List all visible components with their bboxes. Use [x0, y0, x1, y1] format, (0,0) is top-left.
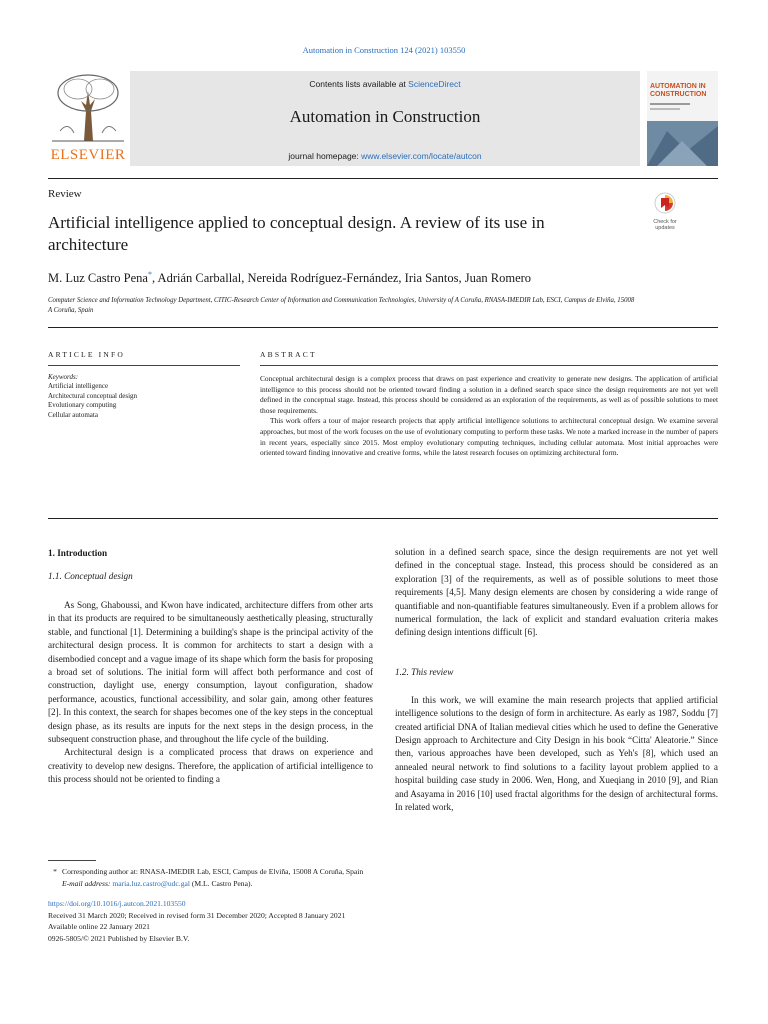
article-title: Artificial intelligence applied to conceptual design. A review of its use in architecture [48, 213, 545, 254]
right-column [395, 546, 718, 815]
copyright: 0926-5805/© 2021 Published by Elsevier B.V. [48, 933, 190, 943]
affiliation: Computer Science and Information Technology Department, CITIC-Research Center of Information and Communication Technologies, University of A Coruña, RNASA-IMEDIR Lab, ESCI, Campus de Elviña, 15008 A Coruña, Spain [48, 297, 635, 314]
keywords-label: Keywords: [48, 373, 79, 381]
footnote-rule [48, 860, 96, 861]
corresponding-note [48, 866, 718, 878]
abstract-rule [260, 365, 718, 366]
keyword-3: Evolutionary computing [48, 401, 117, 410]
article-history [48, 898, 718, 944]
corresponding-text: Corresponding author at: RNASA-IMEDIR Lab, ESCI, Campus de Elviña, 15008 A Coruña, Spain [62, 867, 364, 876]
cover-title-line2: CONSTRUCTION [650, 91, 707, 98]
abstract-bottom-rule [48, 518, 718, 519]
doi-link[interactable]: https://doi.org/10.1016/j.autcon.2021.103550 [48, 899, 186, 908]
cover-image [647, 121, 718, 166]
article-type: Review [48, 188, 82, 200]
corresponding-star[interactable]: * [147, 270, 152, 279]
header-rule [48, 178, 718, 179]
body-paragraph: solution in a defined search space, since the design requirements are not yet well defined in the conceptual stage. Instead, this process should be considered as an exploration [3] of the requirements, as well as of possible solutions to meet those requirements [4,5]. Many design elements are chosen by considering a wide range of quantifiable and non-quantifiable features simultaneously. Even if a problem allows for numerical formulation, the lack of explicit and standard evaluation criteria makes defining design intentions difficult [6]. [395, 547, 718, 638]
journal-reference[interactable]: Automation in Construction 124 (2021) 103550 [302, 45, 466, 55]
contents-line [130, 79, 640, 89]
publisher-name: ELSEVIER [50, 147, 126, 163]
footnote-star: * [53, 867, 57, 876]
author-rest: , Adrián Carballal, Nereida Rodríguez-Fernández, Iria Santos, Juan Romero [151, 271, 532, 286]
body-paragraph: As Song, Ghaboussi, and Kwon have indicated, architecture differs from other arts in that its products are required to be simultaneously aesthetically pleasing, structurally stable, and functional [1]. Determining a building's shape is the principal activity of the architectural design process. It is common for architects to start a design with a disembodied concept and a vague image of its shape which form the basis for proposing a broad set of solutions. The initial form will affect both performance and cost of construction, daylight use, energy consumption, layout configuration, shadow performance, acoustics, functional accessibility, and solar gain, among other features [2]. In this context, the search for shapes becomes one of the key steps in the conceptual design phase, as its results are inputs for the next steps in the design process, in the subsequent construction phase, and throughout the life cycle of the building. [48, 600, 373, 745]
continued-text [395, 546, 718, 640]
article-info-heading: ARTICLE INFO [48, 350, 125, 359]
subsection-1-1-body [48, 599, 373, 787]
body-paragraph: In this work, we will examine the main research projects that applied artificial intelligence solutions to the design of form in architecture. As early as 1987, Soddu [7] created artificial DNA of Italian medieval cities which he used to define the Generative Design approach to Architecture and City Design in his book “Citta' Aleatorie.” Since then, various approaches have been developed, such as Yeh's [8], which used an annealed neural network to find solutions to a facility layout problem applied to a hospital building case study in 2006. Wen, Hong, and Xueqiang in 2010 [9], and Rian and Asayama in 2016 [10] used fractal algorithms for the design of architectural forms. In related work, [395, 694, 718, 813]
subsection-1-2-body [395, 694, 718, 815]
email-label: E-mail address: [62, 879, 113, 888]
check-updates-label: Check for updates [653, 219, 677, 231]
received-dates: Received 31 March 2020; Received in revised form 31 December 2020; Accepted 8 January 2021 [48, 910, 346, 920]
keyword-4: Cellular automata [48, 410, 98, 419]
homepage-prefix: journal homepage: [288, 151, 362, 161]
cover-title-line1: AUTOMATION IN [650, 83, 706, 90]
journal-banner [130, 71, 640, 166]
keywords-block [48, 373, 137, 420]
subsection-1-2-heading: 1.2. This review [395, 666, 454, 677]
check-for-updates[interactable] [646, 192, 684, 231]
available-online: Available online 22 January 2021 [48, 922, 150, 931]
sciencedirect-link[interactable]: ScienceDirect [408, 79, 461, 89]
email-suffix: (M.L. Castro Pena). [189, 879, 253, 888]
affiliation-rule [48, 327, 718, 328]
section-1-heading: 1. Introduction [48, 548, 108, 558]
keyword-2: Architectural conceptual design [48, 391, 138, 400]
homepage-link[interactable]: www.elsevier.com/locate/autcon [361, 151, 482, 161]
keyword-1: Artificial intelligence [48, 382, 109, 391]
abstract-paragraph-1: Conceptual architectural design is a complex process that draws on past experience and creativity to generate new designs. The application of artificial intelligence to this process should not be oriented toward finding a solution in a defined search space since the design requirements are not yet well defined in the conceptual stage. Instead, this process should be considered as an exploration of the requirements, as well as of possible solutions to meet those requirements. [260, 374, 718, 415]
authors [48, 270, 688, 286]
author-first[interactable]: M. Luz Castro Pena [48, 271, 148, 286]
email-note [48, 878, 718, 890]
journal-cover[interactable] [647, 71, 718, 166]
footnote [48, 866, 718, 890]
abstract-text [260, 374, 718, 459]
elsevier-tree-icon [48, 71, 128, 143]
check-updates-icon [654, 192, 676, 214]
elsevier-logo [48, 71, 128, 166]
cover-title [650, 83, 706, 99]
subsection-1-1-heading: 1.1. Conceptual design [48, 571, 133, 581]
homepage-line [130, 151, 640, 161]
left-column [48, 548, 373, 787]
abstract-paragraph-2: This work offers a tour of major research projects that apply artificial intelligence solutions to architectural conceptual design. We examine several approaches, but most of the work focuses on the use of evolutionary computing to perform these tasks. We note a marked increase in the number of papers in recent years, especially since 2015. Most employ evolutionary computing techniques, including cellular automata. Most initial approaches were oriented toward finding innovative and creative forms, while the latest research focuses on optimizing architectural form. [260, 416, 718, 458]
article-info-rule [48, 365, 240, 366]
abstract-heading: ABSTRACT [260, 350, 317, 359]
email-link[interactable]: maria.luz.castro@udc.gal [112, 879, 190, 888]
contents-prefix: Contents lists available at [309, 79, 409, 89]
body-paragraph: Architectural design is a complicated process that draws on experience and creativity to develop new designs. Therefore, the application of artificial intelligence to this process should not be oriented to finding a [48, 747, 373, 785]
journal-title: Automation in Construction [289, 107, 481, 126]
